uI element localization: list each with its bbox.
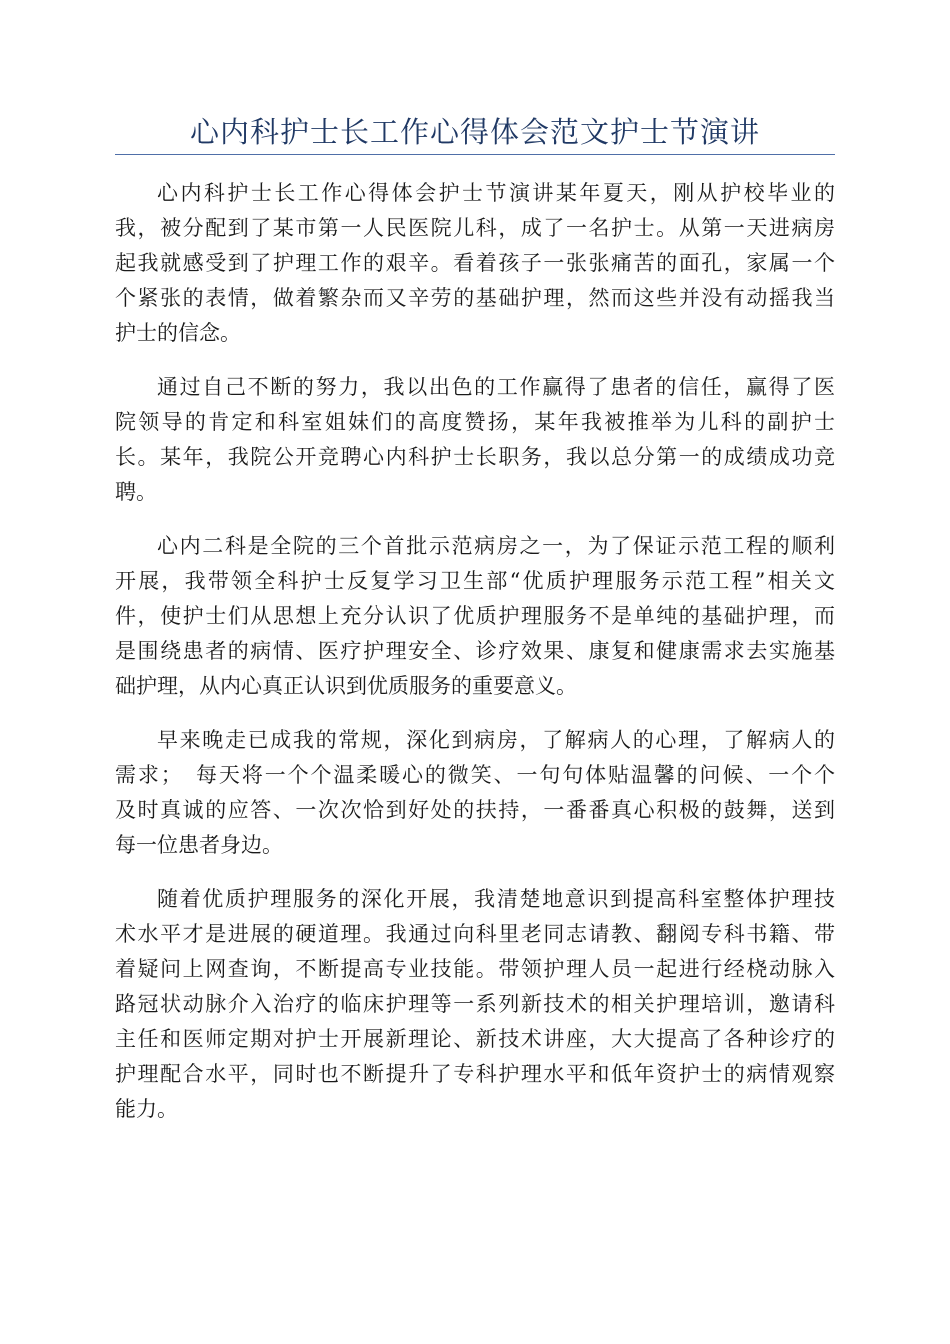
paragraph-line: 院领导的肯定和科室姐妹们的高度赞扬，某年我被推举为儿科的副护士 bbox=[115, 410, 835, 434]
paragraph-5 bbox=[115, 882, 835, 1127]
document-body bbox=[115, 176, 835, 1146]
paragraph-line: 聘。 bbox=[115, 480, 157, 504]
paragraph-line: 术水平才是进展的硬道理。我通过向科里老同志请教、翻阅专科书籍、带 bbox=[115, 922, 835, 946]
paragraph-line: 我，被分配到了某市第一人民医院儿科，成了一名护士。从第一天进病房 bbox=[115, 216, 835, 240]
paragraph-line: 护士的信念。 bbox=[115, 321, 241, 345]
paragraph-line: 心内二科是全院的三个首批示范病房之一，为了保证示范工程的顺利 bbox=[157, 534, 835, 558]
paragraph-line: 早来晚走已成我的常规，深化到病房，了解病人的心理，了解病人的 bbox=[157, 728, 835, 752]
paragraph-line: 能力。 bbox=[115, 1097, 178, 1121]
paragraph-line: 每一位患者身边。 bbox=[115, 833, 283, 857]
paragraph-1 bbox=[115, 176, 835, 351]
paragraph-3 bbox=[115, 529, 835, 704]
paragraph-line: 主任和医师定期对护士开展新理论、新技术讲座，大大提高了各种诊疗的 bbox=[115, 1027, 835, 1051]
paragraph-line: 起我就感受到了护理工作的艰辛。看着孩子一张张痛苦的面孔，家属一个 bbox=[115, 251, 835, 275]
paragraph-line: 开展，我带领全科护士反复学习卫生部“优质护理服务示范工程”相关文 bbox=[115, 569, 835, 593]
paragraph-line: 础护理，从内心真正认识到优质服务的重要意义。 bbox=[115, 674, 577, 698]
paragraph-line: 着疑问上网查询，不断提高专业技能。带领护理人员一起进行经桡动脉入 bbox=[115, 957, 835, 981]
document-title: 心内科护士长工作心得体会范文护士节演讲 bbox=[189, 115, 760, 149]
paragraph-line: 护理配合水平，同时也不断提升了专科护理水平和低年资护士的病情观察 bbox=[115, 1062, 835, 1086]
paragraph-line: 及时真诚的应答、一次次恰到好处的扶持，一番番真心积极的鼓舞，送到 bbox=[115, 798, 835, 822]
paragraph-line: 路冠状动脉介入治疗的临床护理等一系列新技术的相关护理培训，邀请科 bbox=[115, 992, 835, 1016]
paragraph-line: 个紧张的表情，做着繁杂而又辛劳的基础护理，然而这些并没有动摇我当 bbox=[115, 286, 835, 310]
paragraph-line: 件，使护士们从思想上充分认识了优质护理服务不是单纯的基础护理，而 bbox=[115, 604, 835, 628]
paragraph-line: 心内科护士长工作心得体会护士节演讲某年夏天，刚从护校毕业的 bbox=[157, 181, 835, 205]
paragraph-2 bbox=[115, 370, 835, 510]
paragraph-4 bbox=[115, 723, 835, 863]
paragraph-line: 需求； 每天将一个个温柔暖心的微笑、一句句体贴温馨的问候、一个个 bbox=[115, 763, 835, 787]
paragraph-line: 是围绕患者的病情、医疗护理安全、诊疗效果、康复和健康需求去实施基 bbox=[115, 639, 835, 663]
title-underline bbox=[115, 154, 835, 155]
paragraph-line: 长。某年，我院公开竞聘心内科护士长职务，我以总分第一的成绩成功竞 bbox=[115, 445, 835, 469]
paragraph-line: 随着优质护理服务的深化开展，我清楚地意识到提高科室整体护理技 bbox=[157, 887, 835, 911]
paragraph-line: 通过自己不断的努力，我以出色的工作赢得了患者的信任，赢得了医 bbox=[157, 375, 835, 399]
